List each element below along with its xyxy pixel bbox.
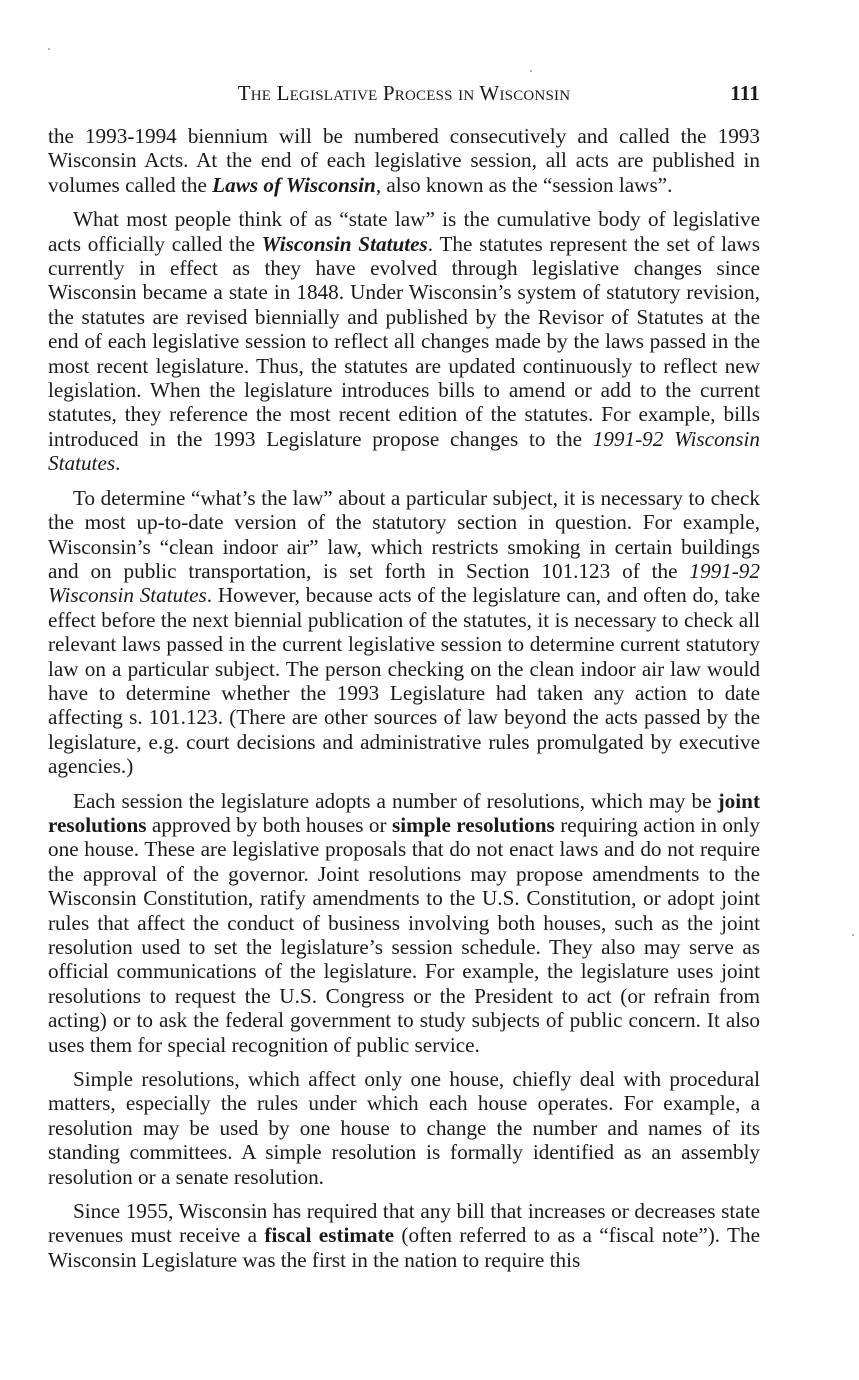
paragraph-1 (48, 124, 760, 197)
text-segment: , also known as the “session laws”. (375, 172, 673, 197)
paragraph-4 (48, 789, 760, 1057)
statutes-edition-title: 1991-92 Wisconsin Statutes (48, 558, 760, 608)
text-segment: . (115, 451, 121, 476)
term-fiscal-estimate: fiscal estimate (264, 1223, 395, 1248)
text-segment: What most people think of as “state law” is the cumulative body of legislative acts officially called the (48, 207, 760, 256)
paragraph-6 (48, 1199, 760, 1272)
scan-speck (530, 70, 532, 72)
laws-of-wisconsin-title: Laws of Wisconsin (212, 172, 376, 197)
paragraph-5 (48, 1067, 760, 1189)
statutes-edition-title: 1991-92 Wisconsin Statutes (48, 426, 760, 476)
running-header (48, 78, 760, 110)
text-segment: (often referred to as a “fiscal note”). The Wisconsin Legislature was the first in the nation to require this (48, 1223, 760, 1272)
running-title: The Legislative Process in Wisconsin (237, 81, 571, 105)
text-segment: . The statutes represent the set of laws currently in effect as they have evolved through legislative changes since Wisconsin became a state in 1848. Under Wisconsin’s system of statutory revision, the statutes are revised biennially and published by the Revisor of Statutes at the end of each legislative session to reflect all changes made by the laws passed in the most recent legislature. Thus, the statutes are updated continuously to reflect new legislation. When the legislature introduces bills to amend or add to the current statutes, they reference the most recent edition of the statutes. For example, bills introduced in the 1993 Legislature propose changes to the (48, 231, 760, 451)
text-segment: . However, because acts of the legislature can, and often do, take effect before the next biennial publication of the statutes, it is necessary to check all relevant laws passed in the current legislative session to determine current statutory law on a particular subject. The person checking on the clean indoor air law would have to determine whether the 1993 Legislature had taken any action to date affecting s. 101.123. (There are other sources of law beyond the acts passed by the legislature, e.g. court decisions and administrative rules promulgated by executive agencies.) (48, 583, 760, 779)
text-segment: approved by both houses or (146, 812, 392, 837)
document-page (48, 78, 760, 1282)
scan-speck (852, 934, 854, 936)
scan-speck (48, 48, 50, 50)
text-segment: Each session the legislature adopts a number of resolutions, which may be (73, 788, 718, 813)
body-text (48, 124, 760, 1272)
term-joint-resolutions: joint resolutions (48, 788, 760, 837)
text-segment: the 1993-1994 biennium will be numbered consecutively and called the 1993 Wisconsin Acts. At the end of each legislative session, all acts are published in volumes called the (48, 124, 760, 197)
text-segment: requiring action in only one house. These are legislative proposals that do not enact laws and do not require the approval of the governor. Joint resolutions may propose amendments to the Wisconsin Constitution, ratify amendments to the U.S. Constitution, or adopt joint rules that affect the conduct of business involving both houses, such as the joint resolution used to set the legislature’s session schedule. They also may serve as official communications of the legislature. For example, the legislature uses joint resolutions to request the U.S. Congress or the President to act (or refrain from acting) or to ask the federal government to study subjects of public concern. It also uses them for special recognition of public service. (48, 812, 761, 1057)
text-segment: To determine “what’s the law” about a particular subject, it is necessary to check the most up-to-date version of the statutory section in question. For example, Wisconsin’s “clean indoor air” law, which restricts smoking in certain buildings and on public transportation, is set forth in Section 101.123 of the (48, 485, 760, 583)
paragraph-2 (48, 207, 760, 475)
wisconsin-statutes-title: Wisconsin Statutes (261, 231, 428, 256)
page-number: 111 (730, 81, 760, 105)
text-segment: Simple resolutions, which affect only one house, chiefly deal with procedural matters, especially the rules under which each house operates. For example, a resolution may be used by one house to change the number and names of its standing committees. A simple resolution is formally identified as an assembly resolution or a senate resolution. (48, 1067, 760, 1189)
paragraph-3 (48, 486, 760, 779)
text-segment: Since 1955, Wisconsin has required that any bill that increases or decreases state revenues must receive a (48, 1199, 760, 1248)
term-simple-resolutions: simple resolutions (392, 812, 555, 837)
